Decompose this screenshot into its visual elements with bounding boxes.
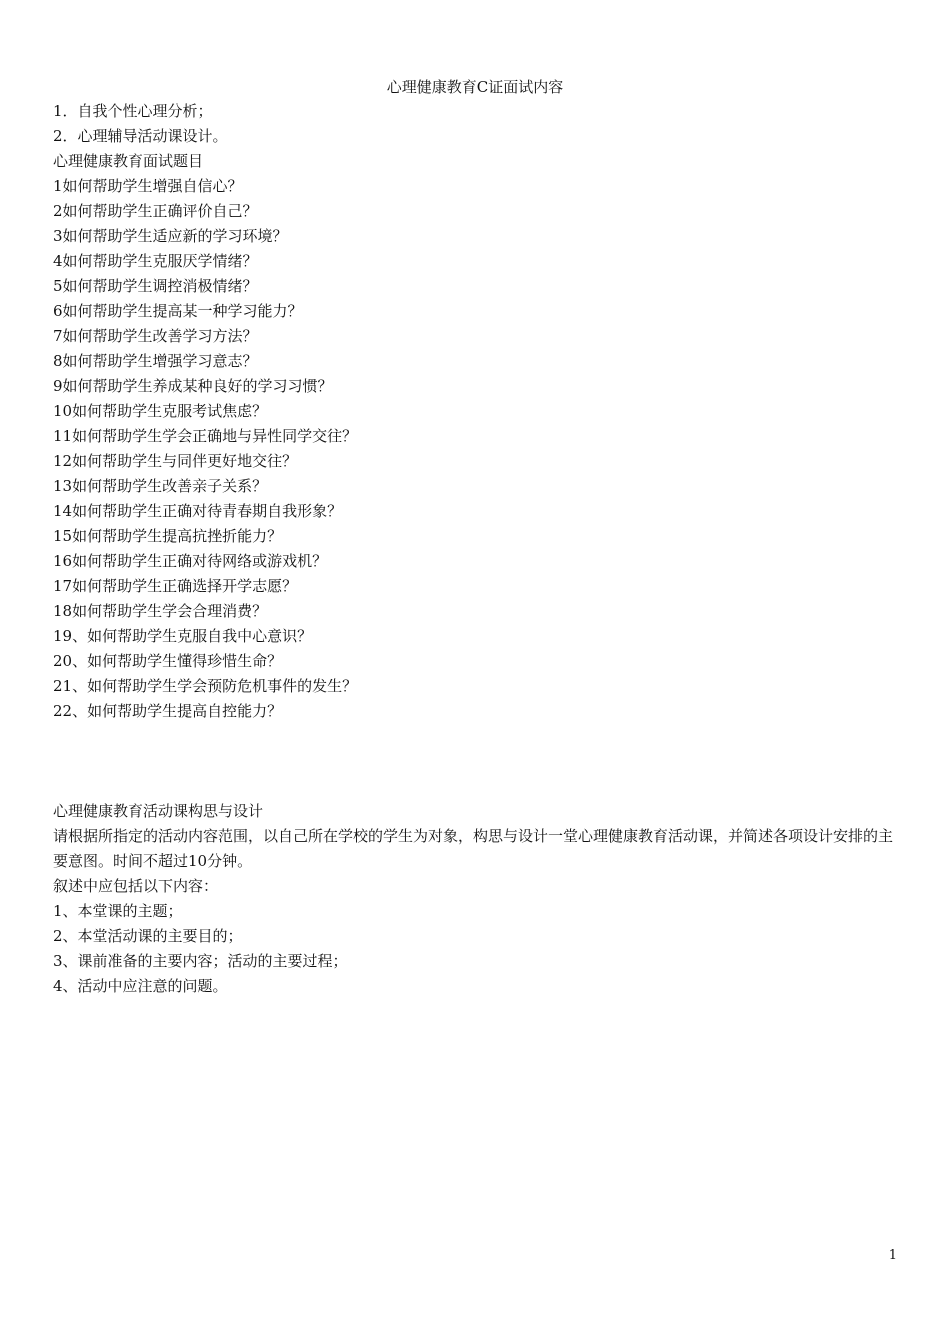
question-item: 19、如何帮助学生克服自我中心意识？ xyxy=(53,627,313,645)
question-item: 6如何帮助学生提高某一种学习能力？ xyxy=(53,302,303,320)
question-item: 15如何帮助学生提高抗挫折能力？ xyxy=(53,527,283,545)
question-item: 7如何帮助学生改善学习方法？ xyxy=(53,327,258,345)
question-item: 2如何帮助学生正确评价自己？ xyxy=(53,202,258,220)
question-item: 5如何帮助学生调控消极情绪？ xyxy=(53,277,258,295)
question-item: 16如何帮助学生正确对待网络或游戏机？ xyxy=(53,552,328,570)
question-item: 4如何帮助学生克服厌学情绪？ xyxy=(53,252,258,270)
questions-heading: 心理健康教育面试题目 xyxy=(53,152,204,170)
question-item: 14如何帮助学生正确对待青春期自我形象？ xyxy=(53,502,343,520)
design-intro: 叙述中应包括以下内容： xyxy=(53,877,219,895)
question-item: 12如何帮助学生与同伴更好地交往？ xyxy=(53,452,298,470)
question-item: 3如何帮助学生适应新的学习环境？ xyxy=(53,227,288,245)
question-item: 18如何帮助学生学会合理消费？ xyxy=(53,602,268,620)
question-item: 17如何帮助学生正确选择开学志愿？ xyxy=(53,577,298,595)
question-item: 20、如何帮助学生懂得珍惜生命？ xyxy=(53,652,283,670)
design-item: 3、课前准备的主要内容；活动的主要过程； xyxy=(53,952,348,970)
design-heading: 心理健康教育活动课构思与设计 xyxy=(53,802,264,820)
question-item: 1如何帮助学生增强自信心？ xyxy=(53,177,243,195)
question-item: 21、如何帮助学生学会预防危机事件的发生？ xyxy=(53,677,358,695)
question-item: 9如何帮助学生养成某种良好的学习习惯？ xyxy=(53,377,333,395)
section-spacer xyxy=(53,724,905,799)
question-item: 13如何帮助学生改善亲子关系？ xyxy=(53,477,268,495)
question-item: 11如何帮助学生学会正确地与异性同学交往？ xyxy=(53,427,358,445)
page-number: 1 xyxy=(888,1248,897,1263)
document-title: 心理健康教育C证面试内容 xyxy=(386,78,564,96)
document-body xyxy=(53,76,905,999)
design-item: 1、本堂课的主题； xyxy=(53,902,183,920)
question-list xyxy=(53,174,905,724)
design-item: 4、活动中应注意的问题。 xyxy=(53,977,228,995)
question-item: 10如何帮助学生克服考试焦虑？ xyxy=(53,402,268,420)
intro-item-2: 2．心理辅导活动课设计。 xyxy=(53,127,228,145)
design-list xyxy=(53,899,905,999)
intro-item-1: 1．自我个性心理分析； xyxy=(53,102,213,120)
question-item: 8如何帮助学生增强学习意志？ xyxy=(53,352,258,370)
design-paragraph: 请根据所指定的活动内容范围，以自己所在学校的学生为对象，构思与设计一堂心理健康教育活动课，并简述各项设计安排的主要意图。时间不超过10分钟。 xyxy=(53,827,894,870)
question-item: 22、如何帮助学生提高自控能力？ xyxy=(53,702,283,720)
design-item: 2、本堂活动课的主要目的； xyxy=(53,927,243,945)
